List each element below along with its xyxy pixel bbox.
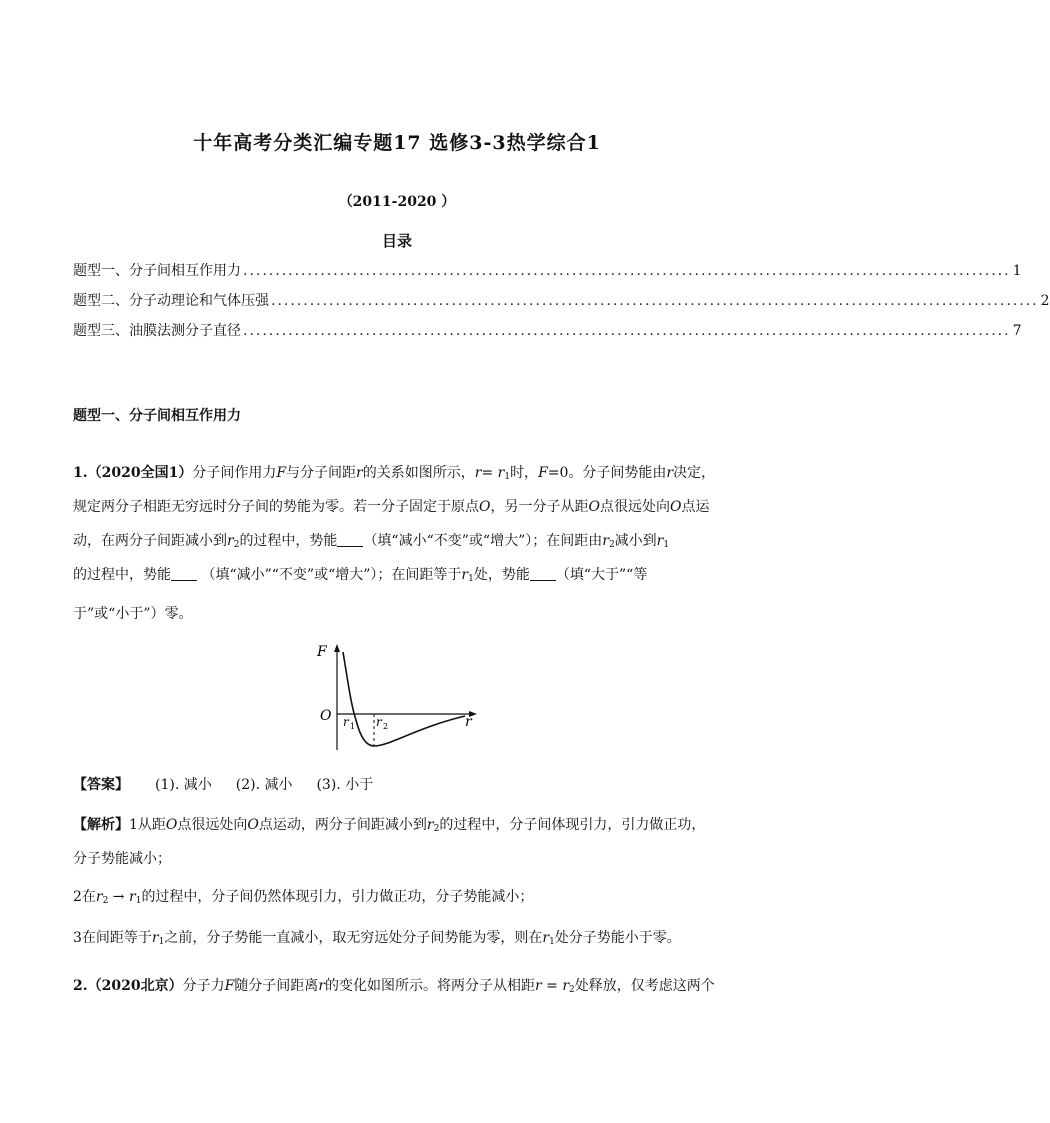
answer-row bbox=[73, 774, 397, 794]
symbol-r: r bbox=[474, 465, 482, 481]
q1-line-1 bbox=[73, 463, 723, 487]
symbol-r: = r bbox=[481, 465, 505, 481]
toc-leader: ....................................................................................................................... bbox=[243, 263, 1011, 279]
text: （填“大于”“等 bbox=[555, 567, 648, 583]
section-heading: 题型一、分子间相互作用力 bbox=[73, 408, 241, 424]
subscript: 1 bbox=[135, 896, 142, 906]
subscript: 1 bbox=[468, 574, 474, 584]
toc-item-1[interactable] bbox=[73, 260, 1022, 282]
symbol-O: O bbox=[165, 817, 178, 833]
answer-item-1: (1). 减小 bbox=[155, 777, 212, 793]
symbol-r: r bbox=[95, 889, 103, 905]
symbol-r: r bbox=[602, 533, 609, 549]
symbol-F: F bbox=[276, 465, 287, 481]
text: 分子间作用力 bbox=[192, 465, 277, 481]
question-tag: 1.（2020全国1） bbox=[73, 465, 193, 481]
analysis-line-2: 分子势能减小； bbox=[73, 851, 171, 867]
answer-item-2: (2). 减小 bbox=[235, 777, 293, 793]
analysis-line-1 bbox=[73, 815, 723, 839]
symbol-r: r bbox=[129, 889, 136, 905]
r2-label: r bbox=[376, 715, 382, 729]
symbol-r: r bbox=[318, 978, 326, 994]
symbol-O: O bbox=[247, 817, 259, 833]
symbol-r: r bbox=[542, 930, 550, 946]
r2-subscript: 2 bbox=[383, 722, 389, 731]
analysis-line-4 bbox=[73, 928, 723, 952]
text: 减小到 bbox=[614, 533, 657, 549]
text: 时， bbox=[510, 465, 539, 481]
toc-heading: 目录 bbox=[381, 232, 412, 250]
symbol-r: r bbox=[426, 817, 434, 833]
answer-blank-2[interactable] bbox=[171, 566, 197, 581]
text: ，另一分子从距 bbox=[490, 499, 589, 515]
text: 的关系如图所示， bbox=[362, 465, 475, 481]
symbol-r: = r bbox=[541, 978, 570, 994]
text: 的过程中，分子间体现引力，引力做正功， bbox=[439, 817, 706, 833]
r1-label: r bbox=[343, 715, 349, 729]
subscript: 2 bbox=[569, 985, 575, 995]
toc-page-number: 1 bbox=[1012, 263, 1022, 279]
toc-page-number: 2 bbox=[1040, 293, 1050, 309]
text: （填“减小”“不变”或“增大”）；在间距等于 bbox=[197, 567, 462, 583]
r1-subscript: 1 bbox=[350, 722, 356, 731]
text: 的变化如图所示。将两分子从相距 bbox=[325, 978, 536, 994]
subscript: 1 bbox=[549, 937, 555, 947]
subscript: 1 bbox=[663, 540, 670, 550]
text: 点很远处向 bbox=[599, 499, 670, 515]
symbol-O: O bbox=[588, 499, 600, 515]
symbol-r: r bbox=[461, 567, 469, 583]
answer-item-3: (3). 小于 bbox=[316, 777, 374, 793]
q1-line-2 bbox=[73, 497, 723, 517]
toc-item-label: 题型二、分子动理论和气体压强 bbox=[73, 293, 269, 309]
subscript: 2 bbox=[608, 540, 615, 550]
answer-label: 【答案】 bbox=[73, 777, 129, 793]
subscript: 2 bbox=[433, 824, 440, 834]
text: 点运 bbox=[681, 499, 710, 515]
toc-item-label: 题型三、油膜法测分子直径 bbox=[73, 323, 241, 339]
toc-item-3[interactable] bbox=[73, 320, 1022, 342]
text: 与分子间距 bbox=[286, 465, 357, 481]
text: 2在 bbox=[73, 889, 96, 905]
symbol-r: r bbox=[227, 533, 234, 549]
year-range: （2011-2020 ） bbox=[338, 194, 456, 210]
text: 分子力 bbox=[182, 978, 225, 994]
text: 决定， bbox=[673, 465, 716, 481]
q2-line-1 bbox=[73, 976, 723, 1000]
symbol-r: r bbox=[656, 533, 664, 549]
question-tag: 2.（2020北京） bbox=[73, 978, 183, 994]
analysis-line-3 bbox=[73, 887, 723, 911]
text: 之前，分子势能一直减小，取无穷远处分子间势能为零，则在 bbox=[164, 930, 543, 946]
text: 随分子间距离 bbox=[234, 978, 319, 994]
toc-item-label: 题型一、分子间相互作用力 bbox=[73, 263, 241, 279]
subscript: 1 bbox=[158, 937, 165, 947]
text: 3在间距等于 bbox=[73, 930, 152, 946]
toc-page-number: 7 bbox=[1012, 323, 1022, 339]
force-curve bbox=[343, 652, 465, 746]
answer-blank-3[interactable] bbox=[530, 566, 556, 581]
analysis-label: 【解析】 bbox=[73, 817, 129, 833]
force-distance-graph bbox=[315, 640, 485, 758]
toc-item-2[interactable] bbox=[73, 290, 1050, 312]
subscript: 1 bbox=[504, 472, 511, 482]
document-title: 十年高考分类汇编专题17 选修3-3热学综合1 bbox=[193, 132, 601, 154]
text: 点很远处向 bbox=[177, 817, 248, 833]
text: 规定两分子相距无穷远时分子间的势能为零。若一分子固定于原点 bbox=[73, 499, 479, 515]
q1-line-4 bbox=[73, 565, 723, 589]
text: 动，在两分子间距减小到 bbox=[73, 533, 227, 549]
arrow-icon: → bbox=[108, 889, 129, 905]
subscript: 2 bbox=[233, 540, 240, 550]
text: =0。分子间势能由 bbox=[547, 465, 667, 481]
y-axis-arrow-icon bbox=[334, 644, 340, 652]
q1-line-3 bbox=[73, 531, 723, 555]
toc-leader: ....................................................................................................................... bbox=[243, 323, 1011, 339]
symbol-F: F bbox=[538, 465, 548, 481]
text: 的过程中，势能 bbox=[239, 533, 338, 549]
origin-label: O bbox=[320, 708, 332, 724]
text: 1从距 bbox=[129, 817, 166, 833]
symbol-F: F bbox=[224, 978, 235, 994]
text: 点运动，两分子间距减小到 bbox=[258, 817, 427, 833]
text: 的过程中，势能 bbox=[73, 567, 171, 583]
answer-blank-1[interactable] bbox=[337, 532, 363, 547]
text: 的过程中，分子间仍然体现引力，引力做正功，分子势能减小； bbox=[141, 889, 534, 905]
symbol-r: r bbox=[535, 978, 542, 994]
r-axis-label: r bbox=[465, 714, 472, 730]
text: 处释放，仅考虑这两个 bbox=[574, 978, 715, 994]
symbol-r: r bbox=[151, 930, 159, 946]
subscript: 2 bbox=[102, 896, 109, 906]
symbol-r: r bbox=[356, 465, 363, 481]
symbol-O: O bbox=[479, 499, 491, 515]
text: 处分子势能小于零。 bbox=[554, 930, 681, 946]
symbol-r: r bbox=[666, 465, 674, 481]
toc-leader: ....................................................................................................................... bbox=[271, 293, 1039, 309]
F-axis-label: F bbox=[317, 644, 327, 660]
q1-line-5: 于”或“小于”）零。 bbox=[73, 606, 193, 622]
symbol-O: O bbox=[669, 499, 682, 515]
text: （填“减小“不变”或“增大”）；在间距由 bbox=[363, 533, 603, 549]
text: 处，势能 bbox=[473, 567, 530, 583]
